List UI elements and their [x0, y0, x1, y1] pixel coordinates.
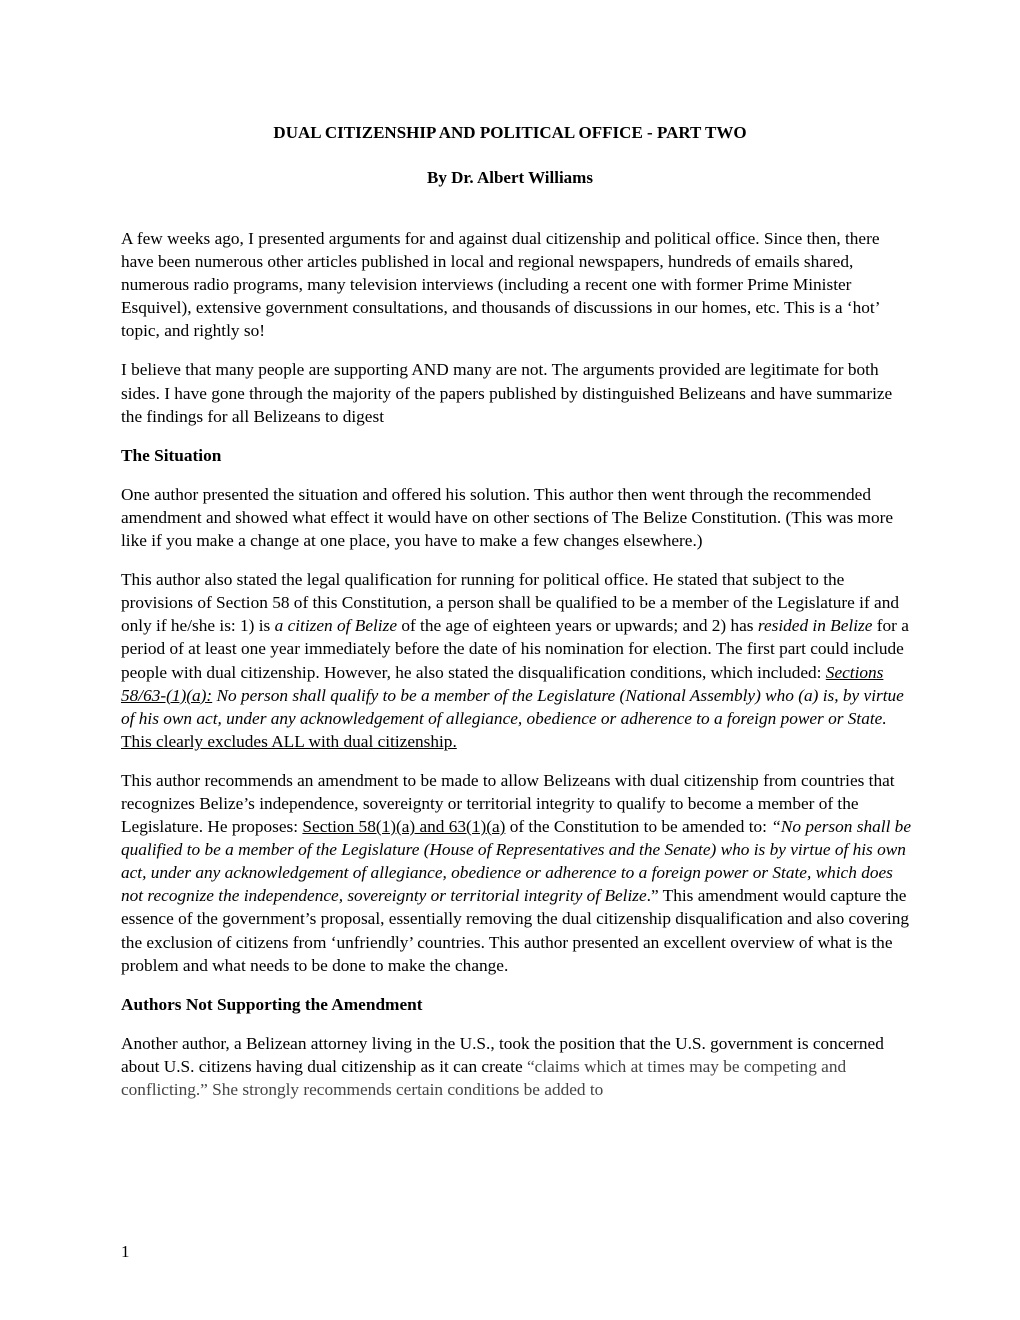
document-title: DUAL CITIZENSHIP AND POLITICAL OFFICE - PART TWO — [273, 123, 747, 142]
citizen-of-belize-phrase: a citizen of Belize — [274, 616, 397, 636]
heading-authors-not-supporting: Authors Not Supporting the Amendment — [121, 994, 423, 1014]
qualification-text-2: of the age of eighteen years or upwards; and 2) has — [397, 616, 758, 636]
section-58-63-reference: Section 58(1)(a) and 63(1)(a) — [302, 817, 506, 837]
disqualification-quote: No person shall qualify to be a member of the Legislature (National Assembly) who (a) is, by virtue of his own act, under any acknowledgement of allegiance, obedience or adherence to a foreign power or State. — [121, 685, 904, 728]
heading-the-situation: The Situation — [121, 445, 222, 465]
paragraph-summary: I believe that many people are supporting AND many are not. The arguments provided are legitimate for both sides. I have gone through the majority of the papers published by distinguished Belizeans and have summarize the findings for all Belizeans to digest — [121, 360, 893, 426]
paragraph-qualification — [121, 568, 911, 753]
amendment-text-2: of the Constitution to be amended to: — [505, 817, 772, 837]
page-number: 1 — [121, 1242, 130, 1261]
qualification-text-3: for a period of at least one year immediately before the date of his nomination for election. The first part could include people with dual citizenship. However, he also stated the disqualification conditions, which included: — [121, 616, 909, 682]
excludes-dual-citizenship-statement: This clearly excludes ALL with dual citizenship. — [121, 731, 457, 751]
resided-in-belize-phrase: resided in Belize — [757, 616, 873, 636]
paragraph-attorney — [121, 1032, 911, 1101]
document-body — [121, 227, 911, 1117]
amendment-text: This author recommends an amendment to be made to allow Belizeans with dual citizenship from countries that recognizes Belize’s independence, sovereignty or territorial integrity to qualify to become a member of the Legislature. He proposes: — [121, 770, 895, 837]
sections-reference: Sections 58/63-(1)(a): — [121, 662, 884, 705]
attorney-text: Another author, a Belizean attorney living in the U.S., took the position that the U.S. government is concerned about U.S. citizens having dual citizenship as it can create — [121, 1033, 884, 1076]
paragraph-amendment — [121, 769, 911, 977]
proposed-amendment-quote: “No person shall be qualified to be a member of the Legislature (House of Representatives and the Senate) who is by virtue of his own act, under any acknowledgement of allegiance, obedience or adherence to a foreign power or State, which does not recognize the independence, sovereignty or territorial integrity of Belize — [121, 817, 911, 906]
attorney-quote: “claims which at times may be competing and conflicting.” She strongly recommends certain conditions be added to — [121, 1056, 847, 1099]
amendment-text-3: .” This amendment would capture the essence of the government’s proposal, essentially removing the dual citizenship disqualification and also covering the exclusion of citizens from ‘unfriendly’ countries. This author presented an excellent overview of what is the problem and what needs to be done to make the change. — [121, 886, 910, 975]
qualification-text: This author also stated the legal qualification for running for political office. He stated that subject to the provisions of Section 58 of this Constitution, a person shall be qualified to be a member of the Legislature if and only if he/she is: 1) is — [121, 570, 899, 636]
author-byline: By Dr. Albert Williams — [427, 168, 593, 187]
paragraph-situation: One author presented the situation and offered his solution. This author then went through the recommended amendment and showed what effect it would have on other sections of The Belize Constitution. (This was more like if you make a change at one place, you have to make a few changes elsewhere.) — [121, 484, 894, 551]
paragraph-intro: A few weeks ago, I presented arguments for and against dual citizenship and political office. Since then, there have been numerous other articles published in local and regional newspapers, hundreds of emails shared, numerous radio programs, many television interviews (including a recent one with former Prime Minister Esquivel), extensive government consultations, and thousands of discussions in our homes, etc. This is a ‘hot’ topic, and rightly so! — [121, 229, 880, 341]
